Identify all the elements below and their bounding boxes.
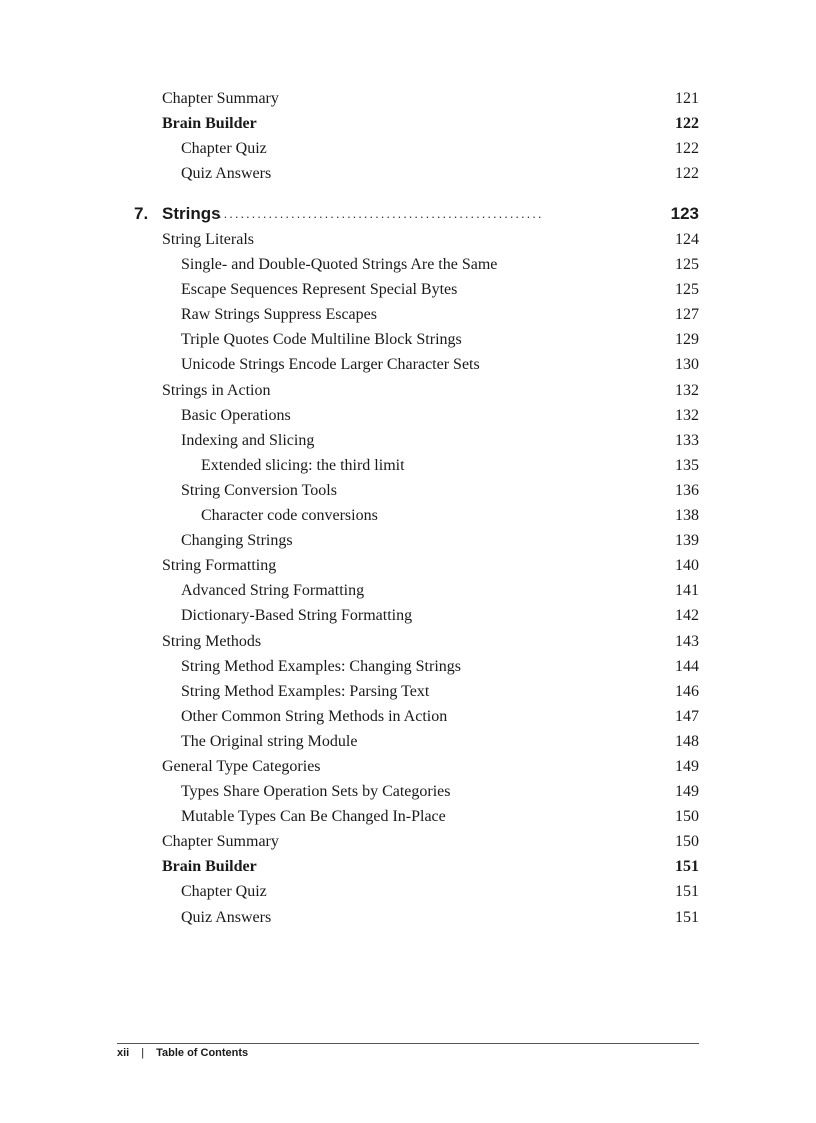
toc-entry-title: String Formatting bbox=[162, 557, 277, 575]
toc-entry-page: 132 bbox=[675, 406, 699, 424]
toc-entry[interactable] bbox=[0, 403, 816, 428]
toc-entry-page: 139 bbox=[675, 532, 699, 550]
toc-entry[interactable] bbox=[0, 378, 816, 403]
toc-entry[interactable] bbox=[0, 603, 816, 628]
toc-entry-page: 122 bbox=[675, 165, 699, 183]
toc-entry[interactable] bbox=[0, 905, 816, 930]
toc-entry-title: Other Common String Methods in Action bbox=[181, 707, 448, 725]
toc-entry-title: Types Share Operation Sets by Categories bbox=[181, 783, 451, 801]
toc-entry-page: 132 bbox=[675, 381, 699, 399]
toc-entry-page: 151 bbox=[675, 908, 699, 926]
toc-entry-page: 148 bbox=[675, 732, 699, 750]
toc-entry-title: General Type Categories bbox=[162, 757, 321, 775]
toc-entry[interactable] bbox=[0, 428, 816, 453]
toc-entry-title: String Literals bbox=[162, 231, 254, 248]
toc-entry-page: 151 bbox=[675, 883, 699, 901]
chapter-heading[interactable] bbox=[0, 201, 816, 227]
toc-entry-title: Raw Strings Suppress Escapes bbox=[181, 306, 377, 324]
toc-entry[interactable] bbox=[0, 277, 816, 302]
toc-entry-title: Basic Operations bbox=[181, 406, 291, 424]
toc-entry-page: 127 bbox=[675, 306, 699, 324]
toc-entry-page: 143 bbox=[675, 632, 699, 650]
toc-entry-title: Brain Builder bbox=[162, 115, 257, 133]
toc-entry[interactable] bbox=[0, 136, 816, 161]
footer-page-number: xii bbox=[117, 1047, 130, 1059]
toc-entry-page: 122 bbox=[675, 140, 699, 158]
toc-entry-title: Chapter Summary bbox=[162, 90, 279, 107]
toc-entry[interactable] bbox=[0, 86, 816, 111]
toc-entry-title: Extended slicing: the third limit bbox=[201, 456, 405, 474]
toc-entry-page: 124 bbox=[675, 231, 699, 248]
chapter-title: Strings bbox=[162, 204, 221, 223]
toc-entry[interactable] bbox=[0, 161, 816, 186]
toc-entry-title: Mutable Types Can Be Changed In-Place bbox=[181, 808, 446, 826]
toc-entry-title: Chapter Quiz bbox=[181, 883, 267, 901]
chapter-page: 123 bbox=[670, 204, 699, 223]
toc-entry-title: Chapter Quiz bbox=[181, 140, 267, 158]
toc-entry-title: String Method Examples: Parsing Text bbox=[181, 682, 430, 700]
toc-entry-title: Strings in Action bbox=[162, 381, 271, 399]
toc-entry[interactable] bbox=[0, 829, 816, 854]
toc-entry-page: 140 bbox=[675, 557, 699, 575]
toc-entry-title: Escape Sequences Represent Special Bytes bbox=[181, 281, 458, 299]
toc-entry-page: 149 bbox=[675, 783, 699, 801]
toc-entry-page: 133 bbox=[675, 431, 699, 449]
toc-entry-title: String Conversion Tools bbox=[181, 481, 337, 499]
toc-entry[interactable] bbox=[0, 503, 816, 528]
toc-entry[interactable] bbox=[0, 754, 816, 779]
toc-entry-page: 144 bbox=[675, 657, 699, 675]
toc-entry-page: 122 bbox=[675, 115, 699, 133]
toc-entry[interactable] bbox=[0, 327, 816, 352]
toc-entry[interactable] bbox=[0, 654, 816, 679]
toc-entry[interactable] bbox=[0, 252, 816, 277]
toc-entry-page: 149 bbox=[675, 757, 699, 775]
toc-entry-page: 146 bbox=[675, 682, 699, 700]
toc-entry[interactable] bbox=[0, 629, 816, 654]
toc-entry-title: Indexing and Slicing bbox=[181, 431, 315, 449]
toc-entry[interactable] bbox=[0, 111, 816, 136]
toc-entry-title: Dictionary-Based String Formatting bbox=[181, 607, 413, 625]
toc-entry-title: Brain Builder bbox=[162, 858, 257, 876]
footer-divider bbox=[117, 1043, 699, 1044]
toc-entry[interactable] bbox=[0, 453, 816, 478]
toc-entry-title: Advanced String Formatting bbox=[181, 582, 365, 600]
toc-entry-title: Unicode Strings Encode Larger Character Sets bbox=[181, 356, 480, 374]
toc-entry-title: Changing Strings bbox=[181, 532, 293, 550]
toc-entry[interactable] bbox=[0, 528, 816, 553]
toc-entry-page: 150 bbox=[675, 833, 699, 851]
toc-entry[interactable] bbox=[0, 578, 816, 603]
chapter-number: 7. bbox=[134, 204, 149, 223]
toc-entry-page: 125 bbox=[675, 256, 699, 274]
toc-entry-page: 141 bbox=[675, 582, 699, 600]
toc-entry-title: Quiz Answers bbox=[181, 908, 272, 926]
toc-entry[interactable] bbox=[0, 704, 816, 729]
footer-separator: | bbox=[141, 1047, 145, 1059]
toc-entry-page: 138 bbox=[675, 507, 699, 525]
toc-entry-title: Quiz Answers bbox=[181, 165, 272, 183]
toc-entry-page: 130 bbox=[675, 356, 699, 374]
toc-entry-page: 129 bbox=[675, 331, 699, 349]
toc-entry[interactable] bbox=[0, 804, 816, 829]
toc-entry[interactable] bbox=[0, 227, 816, 252]
toc-chapter-section bbox=[0, 201, 816, 930]
toc-entry-page: 142 bbox=[675, 607, 699, 625]
toc-entry-title: Character code conversions bbox=[201, 507, 378, 525]
toc-entry[interactable] bbox=[0, 729, 816, 754]
toc-entry[interactable] bbox=[0, 679, 816, 704]
footer-section-title: Table of Contents bbox=[156, 1047, 249, 1059]
dot-leader: .......................................................... bbox=[218, 206, 544, 221]
toc-entry-title: String Methods bbox=[162, 632, 262, 650]
toc-entry-title: Triple Quotes Code Multiline Block Strings bbox=[181, 331, 462, 349]
toc-entry[interactable] bbox=[0, 879, 816, 904]
toc-entry[interactable] bbox=[0, 302, 816, 327]
toc-entry[interactable] bbox=[0, 553, 816, 578]
toc-entry[interactable] bbox=[0, 854, 816, 879]
toc-entry-page: 136 bbox=[675, 481, 699, 499]
toc-entry[interactable] bbox=[0, 352, 816, 377]
toc-entry-page: 150 bbox=[675, 808, 699, 826]
page-footer bbox=[117, 1047, 248, 1059]
toc-entry-title: The Original string Module bbox=[181, 732, 358, 750]
toc-entry-page: 151 bbox=[675, 858, 699, 876]
toc-entry-page: 147 bbox=[675, 707, 699, 725]
toc-entry-title: Single- and Double-Quoted Strings Are the Same bbox=[181, 256, 498, 274]
toc-entry-title: Chapter Summary bbox=[162, 833, 279, 851]
toc-entry-page: 121 bbox=[675, 90, 699, 107]
toc-entry-title: String Method Examples: Changing Strings bbox=[181, 657, 461, 675]
toc-continuation bbox=[0, 86, 816, 186]
toc-entry-page: 125 bbox=[675, 281, 699, 299]
toc-entry-page: 135 bbox=[675, 456, 699, 474]
toc-entry[interactable] bbox=[0, 779, 816, 804]
toc-entry[interactable] bbox=[0, 478, 816, 503]
